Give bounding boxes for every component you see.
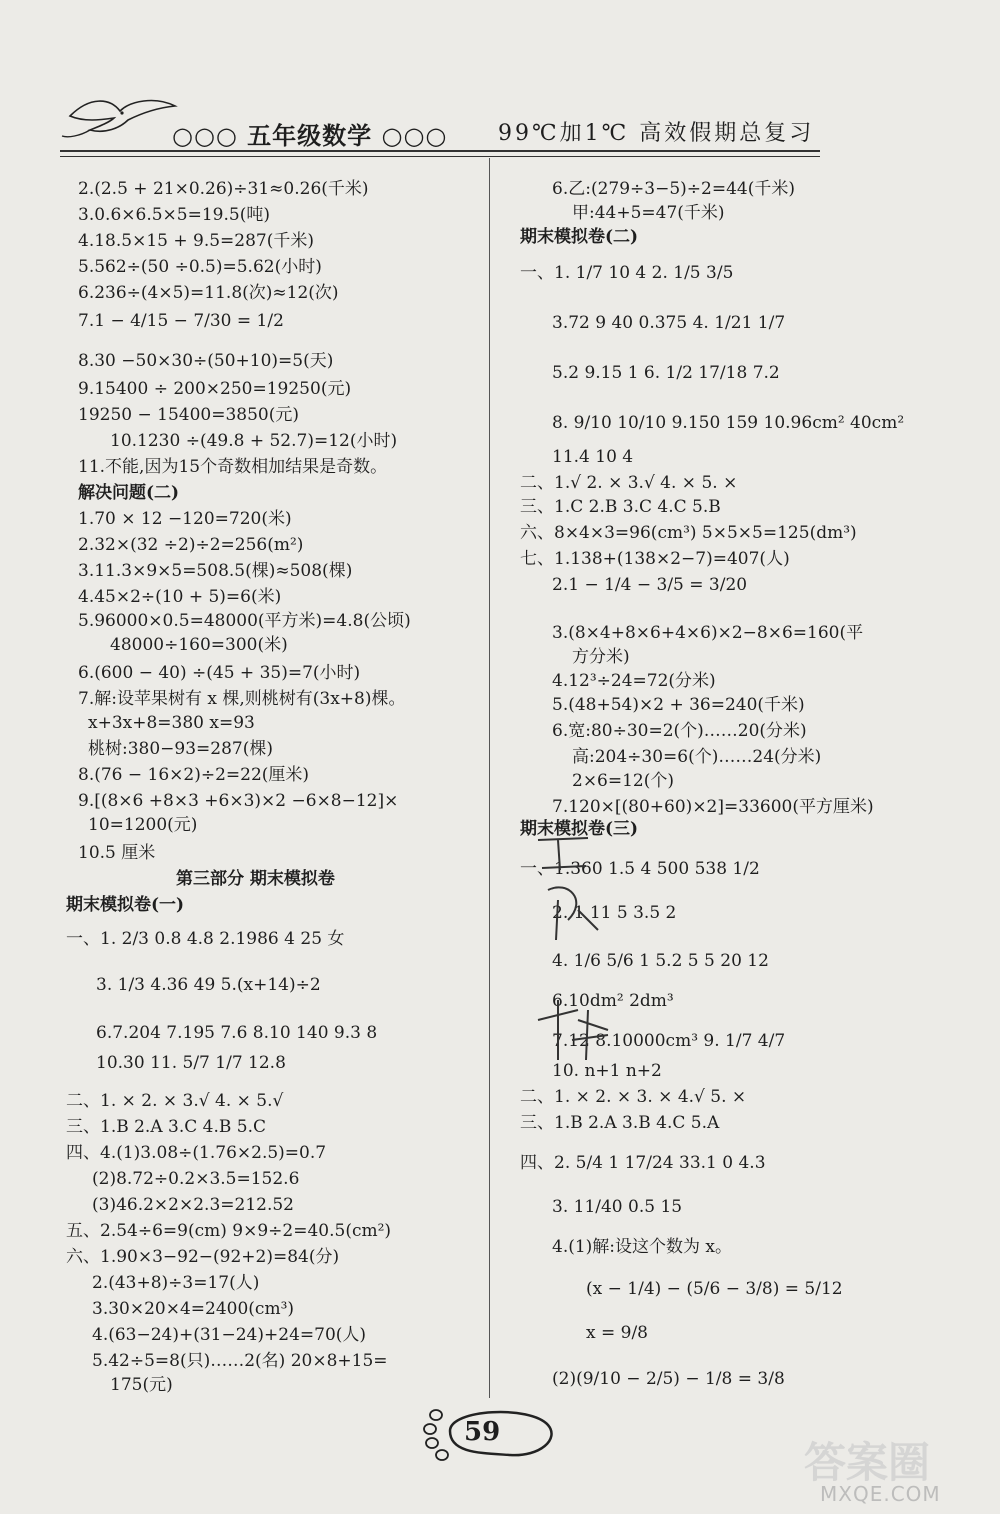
right-answer-line: 三、1.C 2.B 3.C 4.C 5.B <box>520 497 721 517</box>
left-answer-line: 48000÷160=300(米) <box>110 635 288 655</box>
right-answer-line: 四、2. 5/4 1 17/24 33.1 0 4.3 <box>520 1153 766 1173</box>
left-answer-line: 第三部分 期末模拟卷 <box>176 869 335 889</box>
right-answer-line: 10. n+1 n+2 <box>552 1061 662 1081</box>
left-answer-line: 6.236÷(4×5)=11.8(次)≈12(次) <box>78 283 339 303</box>
right-answer-line: 2. 1 11 5 3.5 2 <box>552 903 677 923</box>
left-answer-line: 二、1. × 2. × 3.√ 4. × 5.√ <box>66 1091 284 1111</box>
right-answer-line: 六、8×4×3=96(cm³) 5×5×5=125(dm³) <box>520 523 857 543</box>
left-answer-line: x+3x+8=380 x=93 <box>88 713 255 733</box>
right-answer-line: 4. 1/6 5/6 1 5.2 5 5 20 12 <box>552 951 769 971</box>
right-answer-line: 3.(8×4+8×6+4×6)×2−8×6=160(平 <box>552 623 864 643</box>
left-answer-line: 1.70 × 12 −120=720(米) <box>78 509 292 529</box>
left-answer-line: 期末模拟卷(一) <box>66 895 185 915</box>
left-answer-line: 6.7.204 7.195 7.6 8.10 140 9.3 8 <box>96 1023 378 1043</box>
right-answer-line: 8. 9/10 10/10 9.150 159 10.96cm² 40cm² <box>552 413 905 433</box>
right-answer-line: 2×6=12(个) <box>572 771 675 791</box>
right-answer-line: 一、1. 1/7 10 4 2. 1/5 3/5 <box>520 263 734 283</box>
right-answer-line: 三、1.B 2.A 3.B 4.C 5.A <box>520 1113 720 1133</box>
page-number-badge <box>420 1395 560 1465</box>
header-rule <box>60 150 820 152</box>
left-answer-line: 6.(600 − 40) ÷(45 + 35)=7(小时) <box>78 663 361 683</box>
left-answer-line: 8.(76 − 16×2)÷2=22(厘米) <box>78 765 310 785</box>
right-answer-line: 6.10dm² 2dm³ <box>552 991 674 1011</box>
left-answer-line: 10=1200(元) <box>88 815 198 835</box>
left-answer-line: 桃树:380−93=287(棵) <box>88 739 274 759</box>
watermark-logo-text: 答案圈 <box>804 1438 931 1487</box>
handwritten-scribble <box>528 830 628 1070</box>
left-answer-line: 10.5 厘米 <box>78 843 156 863</box>
left-answer-line: 4.18.5×15 + 9.5=287(千米) <box>78 231 314 251</box>
right-answer-line: 甲:44+5=47(千米) <box>572 203 725 223</box>
right-answer-line: 3.72 9 40 0.375 4. 1/21 1/7 <box>552 313 786 333</box>
left-answer-line: 10.1230 ÷(49.8 + 52.7)=12(小时) <box>110 431 398 451</box>
right-answer-line: 5.(48+54)×2 + 36=240(千米) <box>552 695 805 715</box>
right-answer-line: 二、1.√ 2. × 3.√ 4. × 5. × <box>520 473 738 493</box>
header-left-title: ○○○ 五年级数学 ○○○ <box>172 121 448 150</box>
right-answer-line: 6.乙:(279÷3−5)÷2=44(千米) <box>552 179 795 199</box>
right-answer-line: 11.4 10 4 <box>552 447 634 467</box>
left-answer-line: (3)46.2×2×2.3=212.52 <box>92 1195 294 1215</box>
header-rule-thin <box>60 156 820 157</box>
left-answer-line: 解决问题(二) <box>78 483 180 503</box>
column-divider <box>489 158 490 1398</box>
right-answer-line: 期末模拟卷(三) <box>520 819 639 839</box>
left-answer-line: 4.(63−24)+(31−24)+24=70(人) <box>92 1325 367 1345</box>
left-answer-line: 175(元) <box>110 1375 173 1395</box>
left-answer-line: 四、4.(1)3.08÷(1.76×2.5)=0.7 <box>66 1143 327 1163</box>
right-answer-line: 一、1.360 1.5 4 500 538 1/2 <box>520 859 760 879</box>
left-answer-line: 一、1. 2/3 0.8 4.8 2.1986 4 25 女 <box>66 929 345 949</box>
left-answer-line: 4.45×2÷(10 + 5)=6(米) <box>78 587 282 607</box>
right-answer-line: 7.12 8.10000cm³ 9. 1/7 4/7 <box>552 1031 786 1051</box>
right-answer-line: 2.1 − 1/4 − 3/5 = 3/20 <box>552 575 748 595</box>
right-answer-line: 二、1. × 2. × 3. × 4.√ 5. × <box>520 1087 747 1107</box>
left-answer-line: 9.[(8×6 +8×3 +6×3)×2 −6×8−12]× <box>78 791 399 811</box>
left-answer-line: 9.15400 ÷ 200×250=19250(元) <box>78 379 352 399</box>
left-answer-line: 7.解:设苹果树有 x 棵,则桃树有(3x+8)棵。 <box>78 689 406 709</box>
watermark-url: MXQE.COM <box>820 1482 941 1506</box>
left-answer-line: 2.(43+8)÷3=17(人) <box>92 1273 260 1293</box>
right-answer-line: 7.120×[(80+60)×2]=33600(平方厘米) <box>552 797 874 817</box>
right-answer-line: 6.宽:80÷30=2(个)……20(分米) <box>552 721 807 741</box>
left-answer-line: 六、1.90×3−92−(92+2)=84(分) <box>66 1247 340 1267</box>
left-answer-line: 五、2.54÷6=9(cm) 9×9÷2=40.5(cm²) <box>66 1221 392 1241</box>
right-answer-line: 七、1.138+(138×2−7)=407(人) <box>520 549 790 569</box>
right-answer-line: (2)(9/10 − 2/5) − 1/8 = 3/8 <box>552 1369 785 1389</box>
right-answer-line: 期末模拟卷(二) <box>520 227 639 247</box>
left-answer-line: 5.562÷(50 ÷0.5)=5.62(小时) <box>78 257 322 277</box>
page-header <box>60 86 930 156</box>
page-number: 59 <box>464 1417 501 1447</box>
right-answer-line: 4.(1)解:设这个数为 x。 <box>552 1237 733 1257</box>
swallow-logo-icon <box>60 86 180 146</box>
left-answer-line: 三、1.B 2.A 3.C 4.B 5.C <box>66 1117 266 1137</box>
watermark <box>800 1430 990 1510</box>
left-answer-line: 7.1 − 4/15 − 7/30 = 1/2 <box>78 311 284 331</box>
header-right-title: 99℃加1℃ 高效假期总复习 <box>498 121 815 146</box>
right-answer-line: 方分米) <box>572 647 630 667</box>
left-answer-line: 2.(2.5 + 21×0.26)÷31≈0.26(千米) <box>78 179 369 199</box>
left-answer-line: 3.11.3×9×5=508.5(棵)≈508(棵) <box>78 561 353 581</box>
left-answer-line: 10.30 11. 5/7 1/7 12.8 <box>96 1053 286 1073</box>
left-answer-line: 19250 − 15400=3850(元) <box>78 405 299 425</box>
left-answer-line: 3.30×20×4=2400(cm³) <box>92 1299 295 1319</box>
left-answer-line: (2)8.72÷0.2×3.5=152.6 <box>92 1169 300 1189</box>
left-answer-line: 5.96000×0.5=48000(平方米)=4.8(公顷) <box>78 611 411 631</box>
right-answer-line: 5.2 9.15 1 6. 1/2 17/18 7.2 <box>552 363 780 383</box>
right-answer-line: 4.12³÷24=72(分米) <box>552 671 716 691</box>
right-answer-line: x = 9/8 <box>586 1323 648 1343</box>
left-answer-line: 5.42÷5=8(只)……2(名) 20×8+15= <box>92 1351 388 1371</box>
right-answer-line: 3. 11/40 0.5 15 <box>552 1197 683 1217</box>
left-answer-line: 11.不能,因为15个奇数相加结果是奇数。 <box>78 457 388 477</box>
left-answer-line: 3.0.6×6.5×5=19.5(吨) <box>78 205 270 225</box>
right-answer-line: (x − 1/4) − (5/6 − 3/8) = 5/12 <box>586 1279 843 1299</box>
left-answer-line: 2.32×(32 ÷2)÷2=256(m²) <box>78 535 304 555</box>
right-answer-line: 高:204÷30=6(个)……24(分米) <box>572 747 822 767</box>
left-answer-line: 8.30 −50×30÷(50+10)=5(天) <box>78 351 334 371</box>
left-answer-line: 3. 1/3 4.36 49 5.(x+14)÷2 <box>96 975 321 995</box>
